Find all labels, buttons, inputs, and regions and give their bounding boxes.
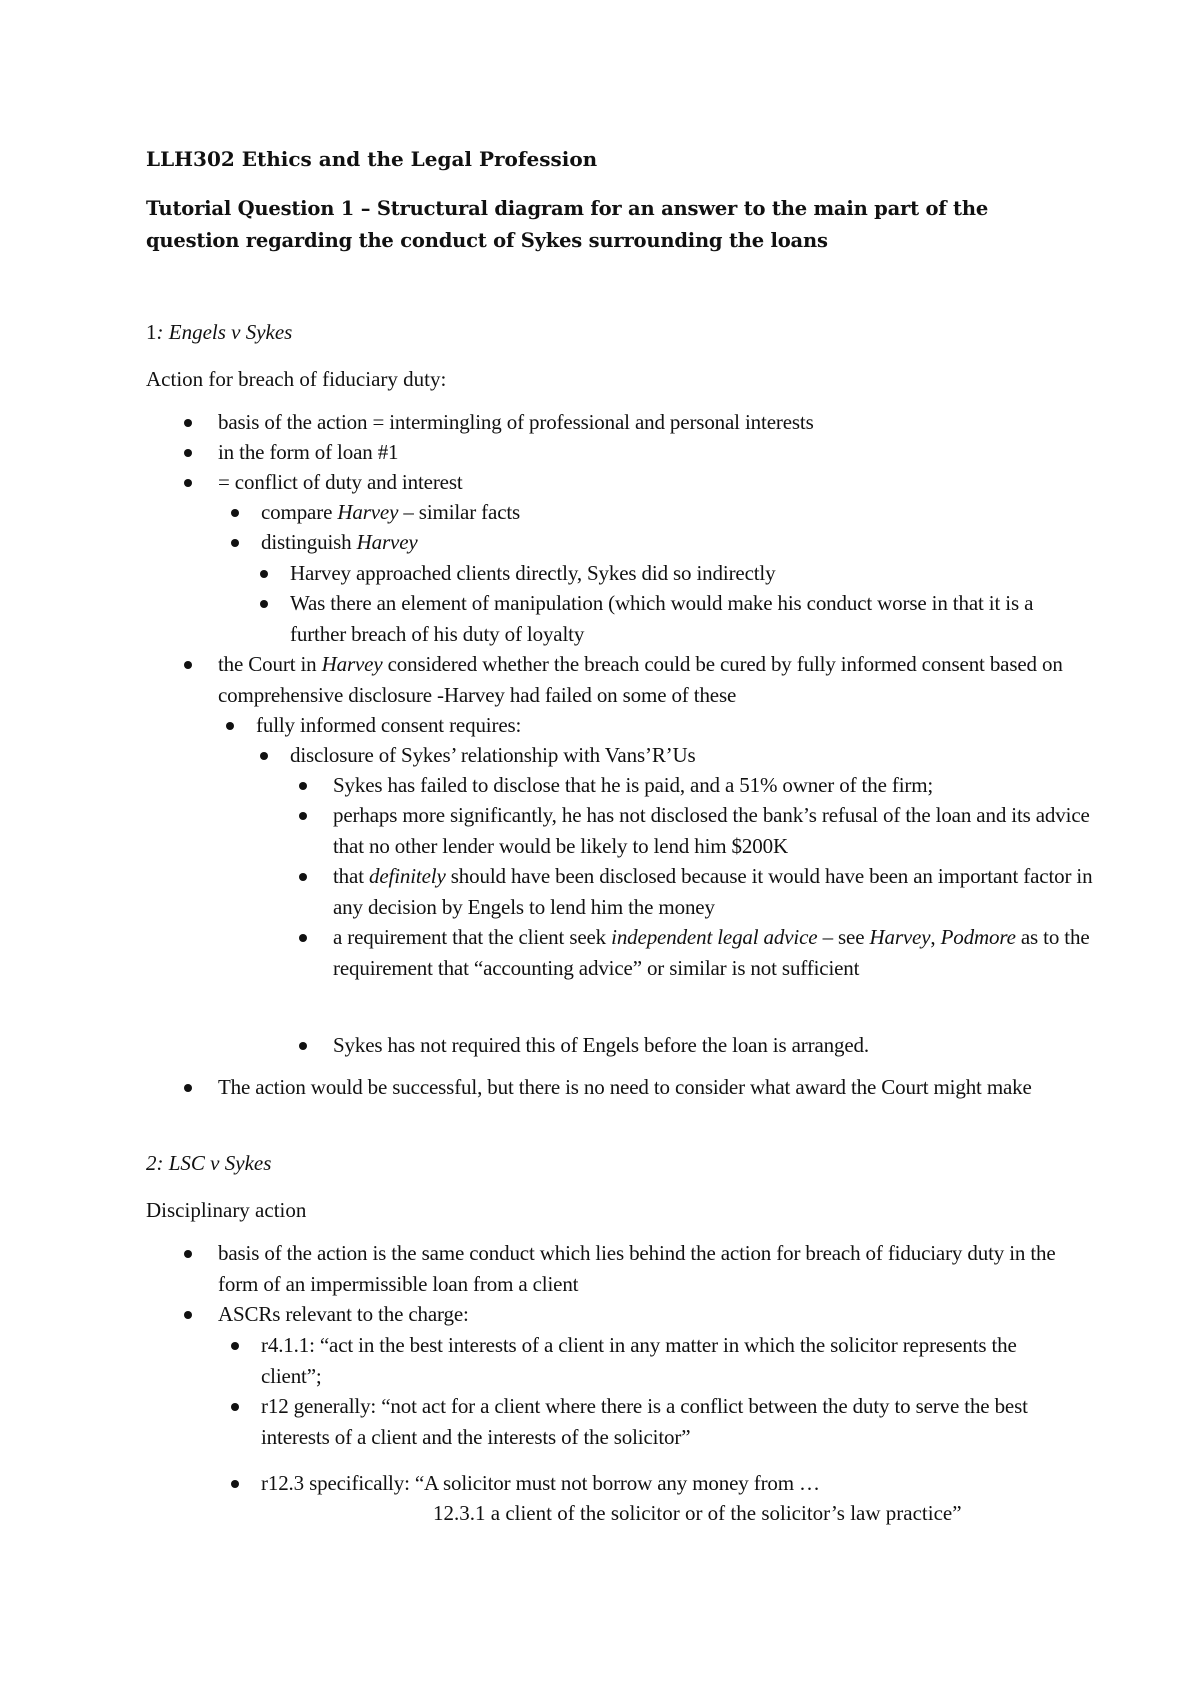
- section-2-title: : LSC v Sykes: [156, 1151, 272, 1175]
- section-1-intro: Action for breach of fiduciary duty:: [146, 367, 447, 391]
- list-item: basis of the action = intermingling of professional and personal interests: [218, 407, 1078, 438]
- list-item: fully informed consent requires:: [256, 710, 1076, 741]
- list-item: = conflict of duty and interest: [218, 467, 1078, 498]
- list-item: Harvey approached clients directly, Sykes did so indirectly: [290, 558, 1080, 589]
- list-item: distinguish Harvey: [261, 527, 1081, 558]
- list-item: a requirement that the client seek independent legal advice – see Harvey, Podmore as to the requirement that “accounting advice” or similar is not sufficient: [333, 922, 1093, 983]
- section-1-number: 1: [146, 320, 157, 344]
- list-item: r12 generally: “not act for a client where there is a conflict between the duty to serve the best interests of a client and the interests of the solicitor”: [261, 1391, 1081, 1452]
- list-item: r12.3 specifically: “A solicitor must not borrow any money from …: [261, 1468, 1081, 1499]
- section-1-title: : Engels v Sykes: [156, 320, 293, 344]
- list-item: basis of the action is the same conduct which lies behind the action for breach of fiduciary duty in the form of an impermissible loan from a client: [218, 1238, 1078, 1299]
- list-item: in the form of loan #1: [218, 437, 1078, 468]
- section-2-intro: Disciplinary action: [146, 1198, 307, 1222]
- list-item: perhaps more significantly, he has not disclosed the bank’s refusal of the loan and its advice that no other lender would be likely to lend him $200K: [333, 800, 1093, 861]
- document-title: LLH302 Ethics and the Legal Profession: [146, 147, 598, 171]
- document-subtitle: Tutorial Question 1 – Structural diagram for an answer to the main part of the question regarding the conduct of Sykes surrounding the loans: [146, 197, 989, 252]
- list-item: disclosure of Sykes’ relationship with Vans’R’Us: [290, 740, 1080, 771]
- section-2-number: 2: [146, 1151, 157, 1175]
- list-item: The action would be successful, but there is no need to consider what award the Court might make: [218, 1072, 1078, 1103]
- list-item: Was there an element of manipulation (which would make his conduct worse in that it is a further breach of his duty of loyalty: [290, 588, 1080, 649]
- section-1-heading: [146, 318, 292, 346]
- list-item: that definitely should have been disclosed because it would have been an important factor in any decision by Engels to lend him the money: [333, 861, 1093, 922]
- list-item: compare Harvey – similar facts: [261, 497, 1081, 528]
- section-2-heading: [146, 1149, 271, 1177]
- list-item: the Court in Harvey considered whether the breach could be cured by fully informed consent based on comprehensive disclosure -Harvey had failed on some of these: [218, 649, 1078, 710]
- list-item: ASCRs relevant to the charge:: [218, 1299, 1078, 1330]
- list-item: Sykes has not required this of Engels before the loan is arranged.: [333, 1030, 1093, 1061]
- rule-continuation: 12.3.1 a client of the solicitor or of the solicitor’s law practice”: [433, 1501, 962, 1525]
- list-item: Sykes has failed to disclose that he is paid, and a 51% owner of the firm;: [333, 770, 1093, 801]
- list-item: r4.1.1: “act in the best interests of a client in any matter in which the solicitor represents the client”;: [261, 1330, 1081, 1391]
